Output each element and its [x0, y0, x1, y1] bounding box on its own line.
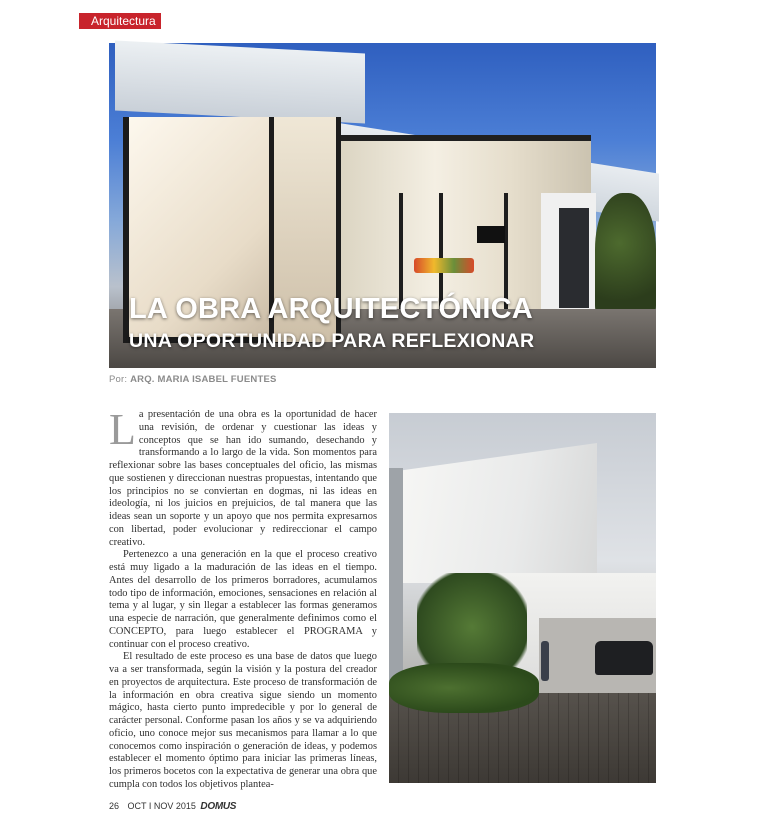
page-number: 26	[109, 801, 120, 811]
page-footer	[109, 801, 236, 812]
article-paragraph: La presentación de una obra es la oportunidad de hacer una revisión, de ordenar y cuestionar las ideas y conceptos que se han ido sumando, desechando y transformando a lo largo de la vida. Son momentos para reflexionar sobre las bases conceptuales del oficio, las mismas que sostienen y direccionan nuestras propuestas, intentando que los principios no se conviertan en dogmas, ni las ideas en ideología, ni los juicios en prejuicios, de tal manera que las ideas sean un soporte y un apoyo que nos permita expresarnos con libertad, poder evolucionar y redireccionar el campo creativo.	[109, 405, 377, 548]
drop-cap: L	[109, 405, 136, 454]
byline-author: ARQ. MARIA ISABEL FUENTES	[130, 374, 277, 385]
article-paragraph: Pertenezco a una generación en la que el proceso creativo está muy ligado a la maduración de las ideas en el tiempo. Antes del desarrollo de los primeros borradores, acumulamos todo tipo de información, emociones, sensaciones en relación al tema y al lugar, y sin llegar a establecer las formas generamos una especie de narración, que generalmente definimos como el CONCEPTO, para luego establecer el PROGRAMA y continuar con el proceso creativo.	[109, 549, 377, 650]
section-tag: Arquitectura	[79, 13, 161, 29]
article-paragraph: El resultado de este proceso es una base de datos que luego va a ser transformada, según la visión y la postura del creador en proyectos de arquitectura. Este proceso de transformación de la información en obra creativa sigue siendo un momento mágico, hasta cierto punto impredecible y por lo general de carácter personal. Conforme pasan los años y se va adquiriendo oficio, uno conoce mejor sus mecanismos para llamar a lo que conocemos como inspiración o generación de ideas, y podemos establecer el momento óptimo para iniciar las primeras líneas, los primeros bocetos con la expectativa de generar una obra que cumpla con todos los objetivos plantea-	[109, 651, 377, 790]
article-subheadline: UNA OPORTUNIDAD PARA REFLEXIONAR	[129, 330, 535, 352]
house-exterior-photo	[389, 413, 656, 783]
article-headline: LA OBRA ARQUITECTÓNICA	[129, 293, 533, 325]
issue-date: OCT I NOV 2015	[127, 801, 196, 811]
byline	[109, 374, 277, 385]
article-body	[109, 405, 377, 790]
hero-photo	[109, 43, 656, 368]
byline-prefix: Por:	[109, 374, 128, 385]
magazine-brand: DOMUS	[200, 801, 237, 812]
